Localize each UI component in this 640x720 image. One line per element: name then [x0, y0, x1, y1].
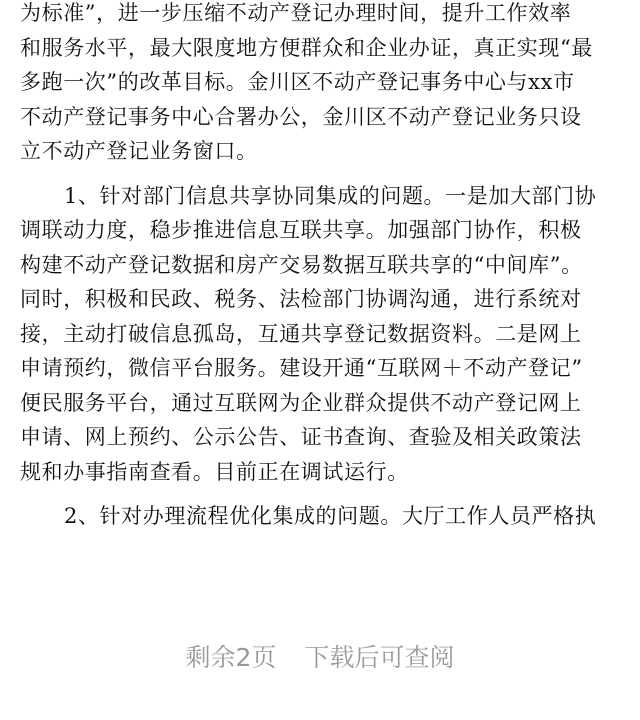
text-line: 多跑一次”的改革目标。金川区不动产登记事务中心与xx市 [20, 70, 575, 94]
text-line: 便民服务平台，通过互联网为企业群众提供不动产登记网上 [20, 390, 582, 415]
text-line: 调联动力度，稳步推进信息互联共享。加强部门协作，积极 [20, 218, 582, 242]
text-line: 为标准”，进一步压缩不动产登记办理时间，提升工作效率 [20, 1, 572, 25]
text-line: 不动产登记事务中心合署办公，金川区不动产登记业务只设 [20, 104, 582, 129]
download-to-view-link[interactable]: 下载后可查阅 [304, 643, 455, 672]
paragraph-gap [20, 489, 624, 499]
text-line: 1、针对部门信息共享协同集成的问题。一是加大部门协 [64, 183, 597, 208]
text-line: 接，主动打破信息孤岛，互通共享登记数据资料。二是网上 [20, 321, 582, 346]
document-body [20, 0, 624, 534]
text-line: 和服务水平，最大限度地方便群众和企业办证，真正实现“最 [20, 35, 593, 60]
remaining-pages-label: 剩余2页 [185, 643, 277, 672]
text-line: 2、针对办理流程优化集成的问题。大厅工作人员严格执 [64, 504, 597, 528]
text-line: 申请、网上预约、公示公告、证书查询、查验及相关政策法 [20, 425, 582, 449]
text-line: 立不动产登记业务窗口。 [20, 139, 258, 163]
text-line: 申请预约，微信平台服务。建设开通“互联网＋不动产登记” [20, 356, 583, 380]
paragraph-gap [20, 169, 624, 179]
text-line: 构建不动产登记数据和房产交易数据互联共享的“中间库”。 [20, 252, 583, 277]
preview-footer [0, 638, 640, 674]
text-line: 同时，积极和民政、税务、法检部门协调沟通，进行系统对 [20, 287, 582, 311]
text-line: 规和办事指南查看。目前正在调试运行。 [20, 459, 409, 484]
